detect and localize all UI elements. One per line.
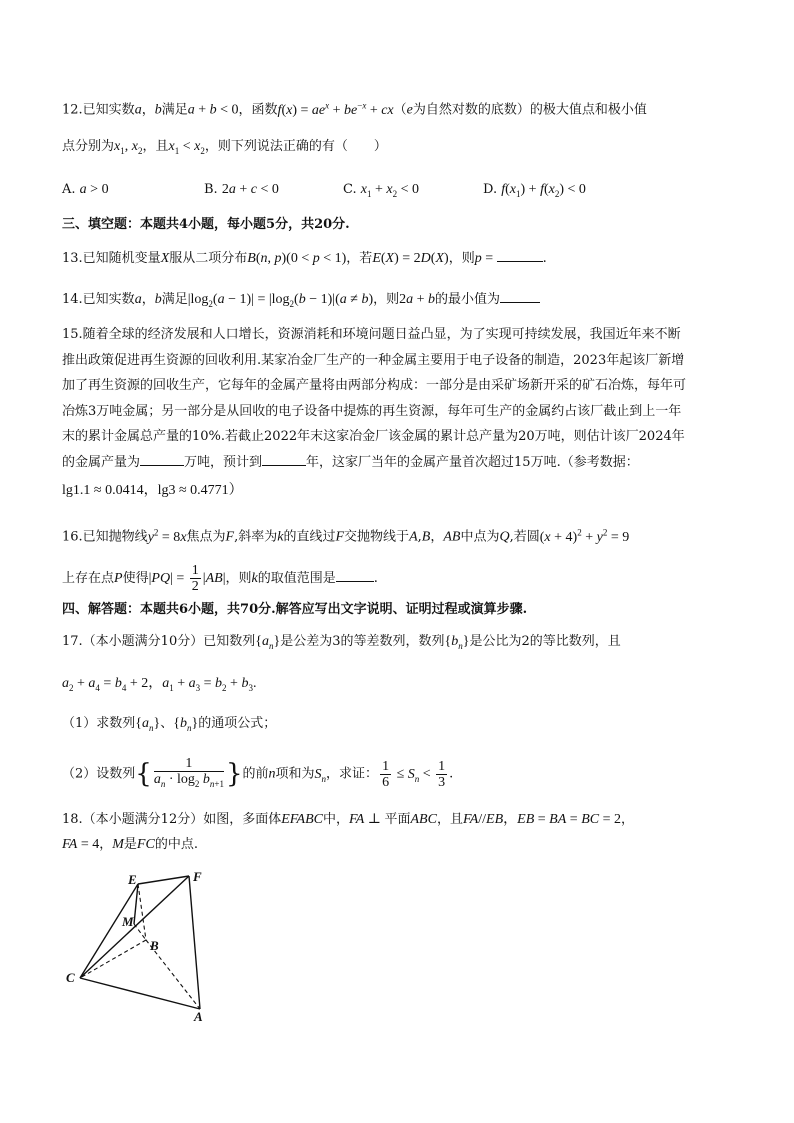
- edge-FA: [189, 876, 200, 1009]
- q15-line1: 15.随着全球的经济发展和人口增长，资源消耗和环境问题日益凸显，为了实现可持续发展，我国近年来不断: [62, 327, 681, 342]
- label-F: F: [193, 869, 202, 884]
- q12-line2: 点分别为$x_1$, $x_2$，且$x_1 < x_2$，则下列说法正确的有（ ）: [62, 139, 387, 156]
- q13: 13.已知随机变量X服从二项分布B(n, p)(0 < p < 1)，若E(X) = 2D(X)，则p = .: [62, 251, 547, 266]
- q17-part1: （1）求数列$\{a_n\}$、$\{b_n\}$的通项公式；: [62, 716, 277, 733]
- label-E: E: [128, 872, 137, 887]
- q16-answer-blank[interactable]: [336, 569, 374, 582]
- q12-choice-d: D. $f(x_1) + f(x_2) < 0$: [483, 182, 586, 199]
- label-B: B: [150, 938, 159, 953]
- q15-line3: 加了再生资源的回收生产，它每年的金属产量将由两部分构成：一部分是由采矿场新开采的矿石冶炼，每年可: [62, 378, 687, 393]
- edge-FC: [80, 876, 189, 978]
- section3-heading: 三、填空题：本题共4小题，每小题5分，共20分.: [62, 217, 350, 232]
- q16-line1: 16.已知抛物线$y^2 = 8x$焦点为F,斜率为k的直线过F交抛物线于A,B，AB中点为Q,若圆$(x + 4)^2 + y^2 = 9$: [62, 527, 630, 545]
- q15-blank-1[interactable]: [140, 453, 184, 466]
- label-M: M: [122, 914, 134, 929]
- q14: 14.已知实数a，b满足$|\log_2(a - 1)| = |\log_2(b - 1)|(a \ne b)$，则2a + b的最小值为: [62, 290, 540, 313]
- q17-part2: （2）设数列{ $\frac{1}{a_n \cdot \log_2 b_{n+1}}$ }的前n项和为$S_n$，求证： $\frac{1}{6}$ ≤ $S_n$ < $\frac{1}{3}$ .: [62, 754, 453, 798]
- q16-line2: 上存在点P使得|PQ| = $\frac{1}{2}$ |AB|，则k的取值范围是 .: [62, 563, 378, 594]
- edge-CA: [80, 978, 200, 1009]
- q18-line1: 18.（本小题满分12分）如图，多面体EFABC中，FA ⊥ 平面ABC，且FA//EB，EB = BA = BC = 2，: [62, 812, 634, 827]
- q15-blank-2[interactable]: [262, 453, 306, 466]
- q18-line2: FA = 4，M是FC的中点.: [62, 837, 198, 852]
- q14-answer-blank[interactable]: [500, 290, 540, 303]
- q15-line4: 冶炼3万吨金属；另一部分是从回收的电子设备中提炼的再生资源，每年可生产的金属约占该厂截止到上一年: [62, 404, 682, 419]
- label-A: A: [194, 1009, 203, 1023]
- q17-conditions: $a_2 + a_4 = b_4 + 2$，$a_1 + a_3 = b_2 + b_3$.: [62, 676, 257, 693]
- q13-answer-blank[interactable]: [497, 249, 543, 262]
- q15-reference: lg1.1 ≈ 0.0414，lg3 ≈ 0.4771）: [62, 483, 243, 498]
- q17-line1: 17.（本小题满分10分）已知数列$\{a_n\}$是公差为3的等差数列，数列$\{b_n\}$是公比为2的等比数列，且: [62, 634, 621, 651]
- q12-choice-b: B. 2a + c < 0: [204, 182, 279, 197]
- q16-half-fraction: $\frac{1}{2}$: [191, 563, 199, 594]
- q17-sequence-fraction: $\frac{1}{a_n \cdot \log_2 b_{n+1}}$: [153, 756, 224, 789]
- q15-line6: 的金属产量为 万吨，预计到 年，这家厂当年的金属产量首次超过15万吨.（参考数据：: [62, 455, 639, 470]
- q15-line5: 末的累计金属总产量的10%.若截止2022年末这家冶金厂该金属的累计总产量为20万吨，则估计该厂2024年: [62, 429, 685, 444]
- q12-choice-c: C. $x_1 + x_2 < 0$: [343, 182, 420, 199]
- polyhedron-figure: [62, 868, 232, 1023]
- label-C: C: [66, 970, 75, 985]
- section4-heading: 四、解答题：本题共6小题，共70分.解答应写出文字说明、证明过程或演算步骤.: [62, 602, 528, 617]
- q12-choice-a: A. a > 0: [62, 182, 109, 197]
- q15-line2: 推出政策促进再生资源的回收利用.某家冶金厂生产的一种金属主要用于电子设备的制造，2023年起该厂新增: [62, 353, 685, 368]
- edge-BC: [80, 940, 146, 978]
- q12-line1: 12.已知实数a，b满足a + b < 0，函数$f(x) = ae^x + be^{-x} + cx(e$为自然对数的底数）的极大值点和极小值: [62, 100, 647, 118]
